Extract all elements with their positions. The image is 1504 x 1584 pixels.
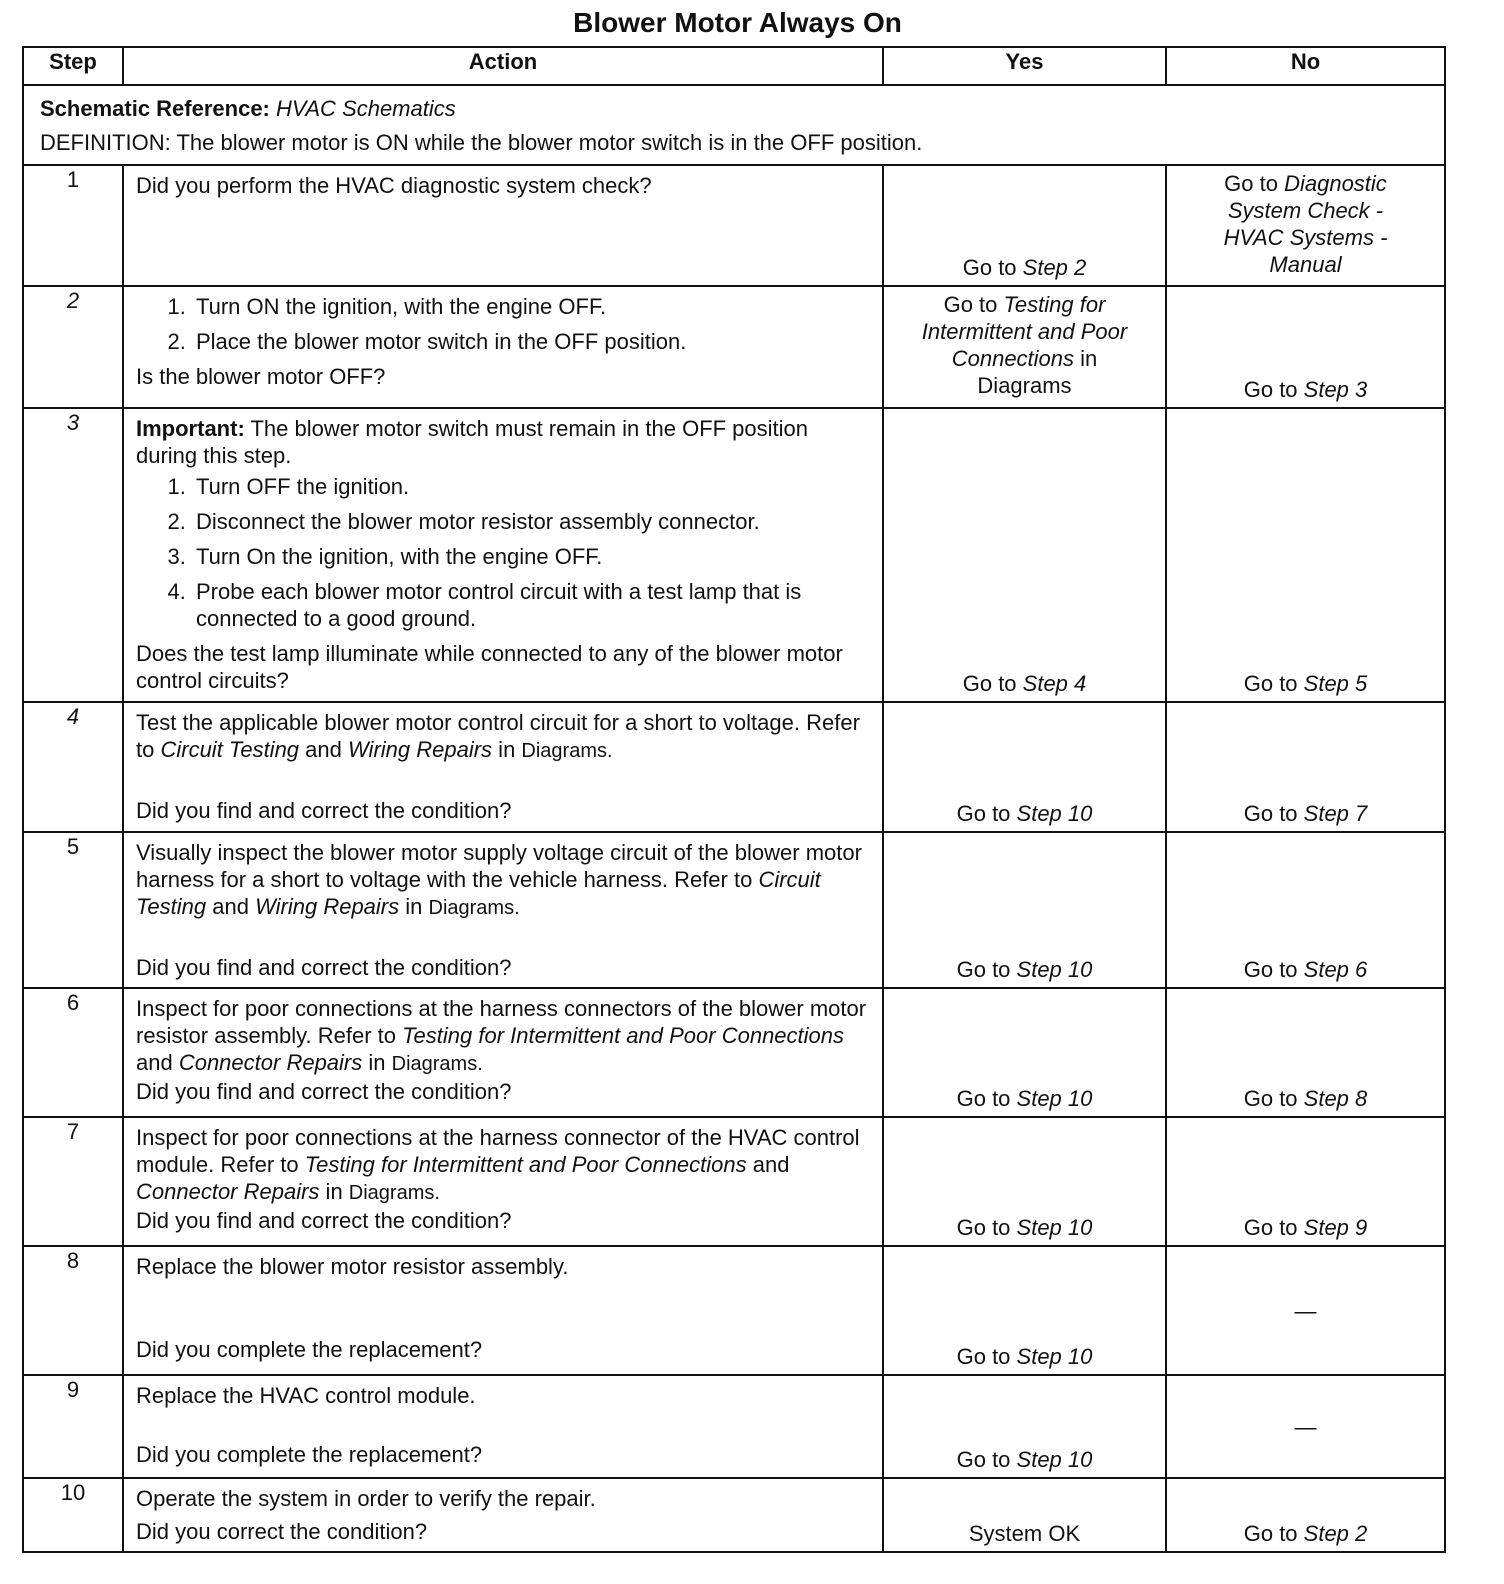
- definition: DEFINITION: The blower motor is ON while the blower motor switch is in the OFF position.: [40, 130, 923, 155]
- instruction: Replace the blower motor resistor assembly.: [136, 1254, 569, 1279]
- no-cell: Go to Step 3: [1166, 286, 1445, 408]
- action-cell: [123, 832, 883, 988]
- yes-cell: Go to Step 10: [883, 702, 1166, 832]
- step-number: 8: [23, 1246, 123, 1375]
- instruction: Visually inspect the blower motor supply voltage circuit of the blower motor harness for a short to voltage with the vehicle harness. Refer to Circuit Testing and Wiring Repairs in Diagrams.: [136, 840, 862, 919]
- step-number: 5: [23, 832, 123, 988]
- action-cell: [123, 286, 883, 408]
- action-cell: [123, 1117, 883, 1246]
- yes-cell: Go to Step 4: [883, 408, 1166, 702]
- header-step: Step: [23, 47, 123, 85]
- page-title: Blower Motor Always On: [573, 7, 902, 38]
- header-action: Action: [123, 47, 883, 85]
- goto-link[interactable]: Step 10: [1016, 801, 1093, 826]
- question: Did you find and correct the condition?: [136, 798, 512, 823]
- no-cell: [1166, 1246, 1445, 1375]
- table-row: [23, 832, 1445, 988]
- table-row: [23, 1117, 1445, 1246]
- yes-cell: Go to Testing for Intermittent and Poor Connections in Diagrams: [883, 286, 1166, 408]
- question: Did you complete the replacement?: [136, 1337, 483, 1362]
- no-cell: [1166, 1375, 1445, 1478]
- question: Did you complete the replacement?: [136, 1442, 483, 1467]
- no-cell: Go to Diagnostic System Check - HVAC Systems - Manual: [1166, 165, 1445, 286]
- question: Is the blower motor OFF?: [136, 364, 386, 389]
- no-cell: Go to Step 2: [1166, 1478, 1445, 1552]
- list-item: 3. Turn On the ignition, with the engine OFF.: [192, 543, 874, 570]
- step-number: 10: [23, 1478, 123, 1552]
- action-cell: [123, 165, 883, 286]
- yes-cell: Go to Step 10: [883, 1117, 1166, 1246]
- goto-link[interactable]: Step 10: [1016, 957, 1093, 982]
- yes-cell: Go to Step 2: [883, 165, 1166, 286]
- step-number: 2: [23, 286, 123, 408]
- goto-link[interactable]: Testing for: [1003, 292, 1106, 317]
- goto-link[interactable]: Step 6: [1303, 957, 1368, 982]
- no-cell: Go to Step 7: [1166, 702, 1445, 832]
- action-cell: [123, 988, 883, 1117]
- goto-link[interactable]: Step 10: [1016, 1215, 1093, 1240]
- yes-cell: Go to Step 10: [883, 832, 1166, 988]
- table-row: [23, 702, 1445, 832]
- action-cell: [123, 1246, 883, 1375]
- instruction: Replace the HVAC control module.: [136, 1383, 476, 1408]
- diagnostic-table: [22, 46, 1446, 1553]
- yes-cell: Go to Step 10: [883, 988, 1166, 1117]
- list-item: 1. Turn ON the ignition, with the engine OFF.: [192, 293, 874, 320]
- goto-link[interactable]: Step 7: [1303, 801, 1368, 826]
- list-item: 2. Place the blower motor switch in the OFF position.: [192, 328, 874, 355]
- goto-link[interactable]: Step 9: [1303, 1215, 1368, 1240]
- yes-value: System OK: [968, 1521, 1081, 1546]
- table-row: [23, 408, 1445, 702]
- goto-link[interactable]: Step 3: [1303, 377, 1368, 402]
- yes-cell: Go to Step 10: [883, 1246, 1166, 1375]
- schematic-reference-link[interactable]: HVAC Schematics: [276, 96, 456, 121]
- goto-link[interactable]: Step 10: [1016, 1344, 1093, 1369]
- goto-link[interactable]: Step 10: [1016, 1086, 1093, 1111]
- goto-link[interactable]: Step 2: [1022, 255, 1087, 280]
- header-no: No: [1166, 47, 1445, 85]
- no-value: —: [1294, 1298, 1317, 1323]
- list-item: 4. Probe each blower motor control circuit with a test lamp that is connected to a good ground.: [192, 578, 874, 632]
- step-number: 9: [23, 1375, 123, 1478]
- goto-link[interactable]: Step 8: [1303, 1086, 1368, 1111]
- list-item: 2. Disconnect the blower motor resistor assembly connector.: [192, 508, 874, 535]
- schematic-reference-label: Schematic Reference:: [40, 96, 270, 121]
- no-value: —: [1294, 1414, 1317, 1439]
- goto-link[interactable]: Step 5: [1303, 671, 1368, 696]
- question: Did you find and correct the condition?: [136, 955, 512, 980]
- goto-link[interactable]: Diagnostic: [1284, 171, 1387, 196]
- yes-cell: Go to Step 10: [883, 1375, 1166, 1478]
- table-row: [23, 165, 1445, 286]
- schematic-reference-row: [23, 85, 1445, 165]
- goto-link[interactable]: Step 4: [1022, 671, 1087, 696]
- list-item: 1. Turn OFF the ignition.: [192, 473, 874, 500]
- no-cell: Go to Step 5: [1166, 408, 1445, 702]
- question: Does the test lamp illuminate while connected to any of the blower motor control circuits?: [136, 641, 843, 693]
- no-cell: Go to Step 8: [1166, 988, 1445, 1117]
- table-row: [23, 988, 1445, 1117]
- action-cell: [123, 1478, 883, 1552]
- table-row: [23, 1375, 1445, 1478]
- question: Did you perform the HVAC diagnostic system check?: [136, 173, 652, 198]
- table-row: [23, 286, 1445, 408]
- step-number: 7: [23, 1117, 123, 1246]
- step-number: 3: [23, 408, 123, 702]
- question: Did you correct the condition?: [136, 1519, 428, 1544]
- yes-cell: [883, 1478, 1166, 1552]
- instruction: Inspect for poor connections at the harness connector of the HVAC control module. Refer to Testing for Intermittent and Poor Connections and Connector Repairs in Diagrams.: [136, 1125, 860, 1204]
- header-row: [23, 47, 1445, 85]
- instruction: Inspect for poor connections at the harness connectors of the blower motor resistor assembly. Refer to Testing for Intermittent and Poor Connections and Connector Repairs in Diagrams.: [136, 996, 867, 1075]
- important-note: Important: The blower motor switch must remain in the OFF position during this step.: [136, 416, 809, 468]
- no-cell: Go to Step 9: [1166, 1117, 1445, 1246]
- goto-link[interactable]: Step 2: [1303, 1521, 1368, 1546]
- action-cell: [123, 1375, 883, 1478]
- action-cell: [123, 408, 883, 702]
- header-yes: Yes: [883, 47, 1166, 85]
- question: Did you find and correct the condition?: [136, 1079, 512, 1104]
- table-row: [23, 1246, 1445, 1375]
- goto-link[interactable]: Step 10: [1016, 1447, 1093, 1472]
- question: Did you find and correct the condition?: [136, 1208, 512, 1233]
- schematic-reference: [40, 92, 1436, 126]
- instruction: Test the applicable blower motor control circuit for a short to voltage. Refer to Circuit Testing and Wiring Repairs in Diagrams.: [136, 710, 860, 762]
- instruction: Operate the system in order to verify the repair.: [136, 1486, 596, 1511]
- step-number: 4: [23, 702, 123, 832]
- action-cell: [123, 702, 883, 832]
- no-cell: Go to Step 6: [1166, 832, 1445, 988]
- step-number: 6: [23, 988, 123, 1117]
- table-row: [23, 1478, 1445, 1552]
- step-number: 1: [23, 165, 123, 286]
